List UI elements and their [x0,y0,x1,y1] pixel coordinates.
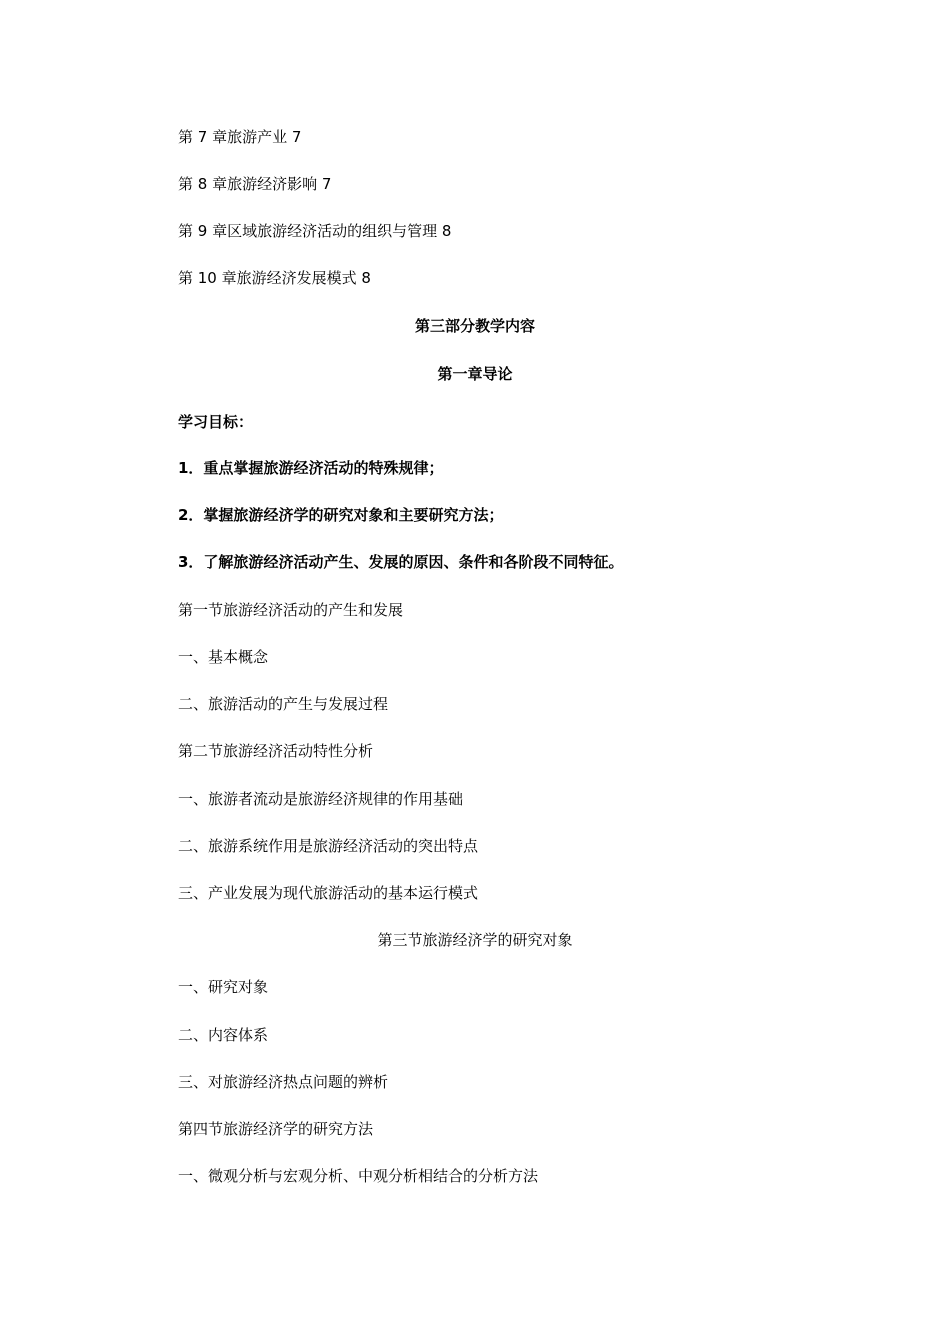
section-4-title: 第四节旅游经济学的研究方法 [178,1120,374,1138]
section-1-item-1: 一、基本概念 [178,648,269,666]
section-4-item-1: 一、微观分析与宏观分析、中观分析相结合的分析方法 [178,1167,539,1185]
section-3-item-2: 二、内容体系 [178,1026,269,1044]
section-2-item-2: 二、旅游系统作用是旅游经济活动的突出特点 [178,837,479,855]
objectives-heading: 学习目标： [178,413,254,431]
section-3-item-1: 一、研究对象 [178,978,269,996]
toc-entry-chapter-7: 第 7 章旅游产业 7 [178,128,302,146]
section-3-title: 第三节旅游经济学的研究对象 [377,931,573,949]
section-2-title: 第二节旅游经济活动特性分析 [178,742,374,760]
section-1-title: 第一节旅游经济活动的产生和发展 [178,601,404,619]
toc-entry-chapter-8: 第 8 章旅游经济影响 7 [178,175,332,193]
part-title: 第三部分教学内容 [414,317,535,335]
section-2-item-3: 三、产业发展为现代旅游活动的基本运行模式 [178,884,479,902]
objective-item-2: 2．掌握旅游经济学的研究对象和主要研究方法； [178,506,504,524]
section-2-item-1: 一、旅游者流动是旅游经济规律的作用基础 [178,790,464,808]
section-1-item-2: 二、旅游活动的产生与发展过程 [178,695,389,713]
section-3-item-3: 三、对旅游经济热点问题的辨析 [178,1073,389,1091]
toc-entry-chapter-10: 第 10 章旅游经济发展模式 8 [178,269,371,287]
objective-item-1: 1．重点掌握旅游经济活动的特殊规律； [178,459,444,477]
chapter-title: 第一章导论 [437,365,513,383]
toc-entry-chapter-9: 第 9 章区域旅游经济活动的组织与管理 8 [178,222,452,240]
objective-item-3: 3．了解旅游经济活动产生、发展的原因、条件和各阶段不同特征。 [178,553,624,571]
